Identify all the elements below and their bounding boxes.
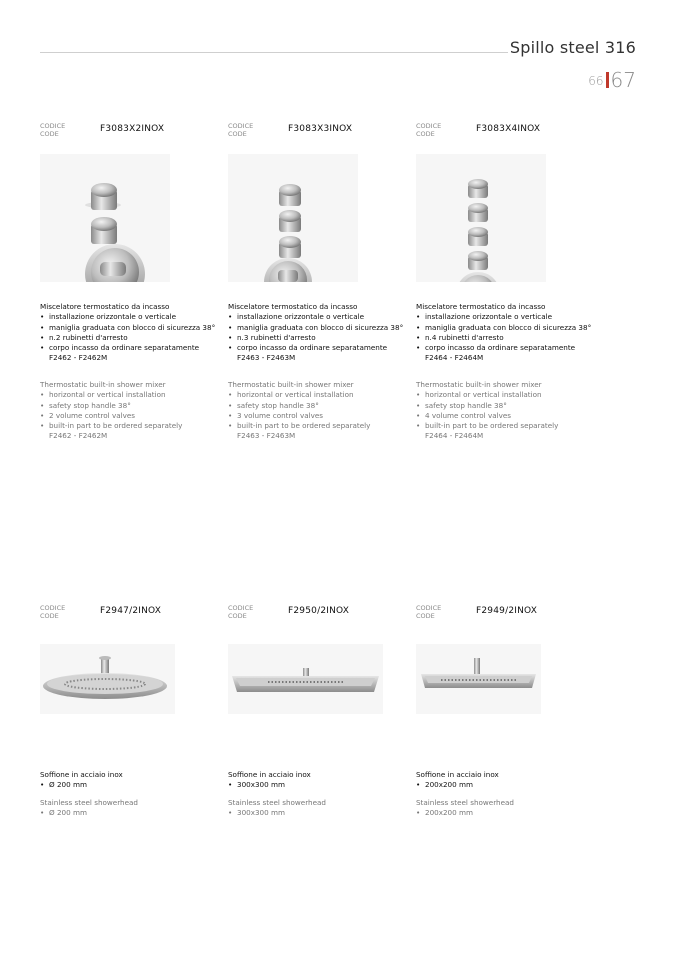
description-title: Thermostatic built-in shower mixer xyxy=(416,380,542,389)
description-it xyxy=(416,302,608,364)
product-image xyxy=(40,154,170,282)
description-item: • safety stop handle 38° xyxy=(40,401,232,411)
description-item: • corpo incasso da ordinare separatamente xyxy=(228,343,420,353)
page-number-left: 66 xyxy=(588,74,604,88)
description-it xyxy=(40,770,232,791)
code-label: CODICE CODE xyxy=(416,122,442,138)
page-numbers xyxy=(588,68,636,92)
description-it xyxy=(416,770,608,791)
description-title: Stainless steel showerhead xyxy=(416,798,514,807)
description-item: • Ø 200 mm xyxy=(40,780,232,790)
description-it xyxy=(228,770,420,791)
description-item: • 300x300 mm xyxy=(228,808,420,818)
related-codes: F2462 - F2462M xyxy=(49,353,108,363)
code-label: CODICE CODE xyxy=(228,122,254,138)
description-title: Stainless steel showerhead xyxy=(40,798,138,807)
description-item: • safety stop handle 38° xyxy=(228,401,420,411)
product-card-showerhead-round xyxy=(40,604,228,824)
related-codes: F2464 - F2464M xyxy=(425,431,484,441)
product-code: F3083X2INOX xyxy=(100,124,165,134)
description-it xyxy=(228,302,420,364)
description-item: • built-in part to be ordered separately xyxy=(416,421,608,431)
description-item: • 4 volume control valves xyxy=(416,411,608,421)
description-item: • 3 volume control valves xyxy=(228,411,420,421)
product-card-showerhead-200 xyxy=(416,604,604,824)
description-item: • Ø 200 mm xyxy=(40,808,232,818)
product-code: F3083X3INOX xyxy=(288,124,353,134)
related-codes: F2463 - F2463M xyxy=(237,431,296,441)
description-item: • n.4 rubinetti d'arresto xyxy=(416,333,608,343)
description-item: • horizontal or vertical installation xyxy=(228,390,420,400)
code-label: CODICE CODE xyxy=(228,604,254,620)
description-item: • 300x300 mm xyxy=(228,780,420,790)
product-image xyxy=(416,644,541,714)
product-code: F2947/2INOX xyxy=(100,606,162,616)
description-item: • installazione orizzontale o verticale xyxy=(416,312,608,322)
product-image xyxy=(228,644,383,714)
description-title: Soffione in acciaio inox xyxy=(416,770,499,779)
description-item: • 200x200 mm xyxy=(416,780,608,790)
description-item: • 2 volume control valves xyxy=(40,411,232,421)
code-block xyxy=(416,604,604,624)
description-item: • built-in part to be ordered separately xyxy=(40,421,232,431)
description-item: • horizontal or vertical installation xyxy=(40,390,232,400)
product-card-mixer-4 xyxy=(416,122,604,462)
code-block xyxy=(40,604,228,624)
description-item: • installazione orizzontale o verticale xyxy=(228,312,420,322)
description-title: Thermostatic built-in shower mixer xyxy=(40,380,166,389)
description-title: Soffione in acciaio inox xyxy=(228,770,311,779)
description-title: Miscelatore termostatico da incasso xyxy=(40,302,170,311)
code-block xyxy=(228,604,416,624)
related-codes: F2462 - F2462M xyxy=(49,431,108,441)
description-item: • installazione orizzontale o verticale xyxy=(40,312,232,322)
product-image xyxy=(40,644,175,714)
code-label: CODICE CODE xyxy=(40,122,66,138)
description-title: Miscelatore termostatico da incasso xyxy=(228,302,358,311)
code-block xyxy=(228,122,416,142)
product-image xyxy=(416,154,546,282)
description-item: • horizontal or vertical installation xyxy=(416,390,608,400)
product-code: F3083X4INOX xyxy=(476,124,541,134)
product-code: F2949/2INOX xyxy=(476,606,538,616)
description-item: • maniglia graduata con blocco di sicurezza 38° xyxy=(228,323,420,333)
description-item: • built-in part to be ordered separately xyxy=(228,421,420,431)
page-number-right: 67 xyxy=(610,68,636,92)
description-en xyxy=(40,380,232,442)
related-codes: F2464 - F2464M xyxy=(425,353,484,363)
header-rule xyxy=(40,52,508,53)
description-en xyxy=(416,380,608,442)
description-title: Miscelatore termostatico da incasso xyxy=(416,302,546,311)
description-it xyxy=(40,302,232,364)
description-item: • corpo incasso da ordinare separatamente xyxy=(416,343,608,353)
description-title: Soffione in acciaio inox xyxy=(40,770,123,779)
page-divider xyxy=(606,72,609,88)
code-block xyxy=(40,122,228,142)
description-item: • maniglia graduata con blocco di sicurezza 38° xyxy=(40,323,232,333)
code-block xyxy=(416,122,604,142)
related-codes: F2463 - F2463M xyxy=(237,353,296,363)
product-card-showerhead-300 xyxy=(228,604,416,824)
code-label: CODICE CODE xyxy=(40,604,66,620)
code-label: CODICE CODE xyxy=(416,604,442,620)
description-item: • 200x200 mm xyxy=(416,808,608,818)
product-card-mixer-2 xyxy=(40,122,228,462)
product-code: F2950/2INOX xyxy=(288,606,350,616)
description-en xyxy=(228,798,420,819)
description-item: • n.3 rubinetti d'arresto xyxy=(228,333,420,343)
product-image xyxy=(228,154,358,282)
page-title: Spillo steel 316 xyxy=(509,38,636,57)
description-item: • n.2 rubinetti d'arresto xyxy=(40,333,232,343)
description-item: • safety stop handle 38° xyxy=(416,401,608,411)
description-en xyxy=(228,380,420,442)
description-en xyxy=(416,798,608,819)
product-card-mixer-3 xyxy=(228,122,416,462)
description-title: Stainless steel showerhead xyxy=(228,798,326,807)
description-item: • corpo incasso da ordinare separatamente xyxy=(40,343,232,353)
description-title: Thermostatic built-in shower mixer xyxy=(228,380,354,389)
description-item: • maniglia graduata con blocco di sicurezza 38° xyxy=(416,323,608,333)
description-en xyxy=(40,798,232,819)
